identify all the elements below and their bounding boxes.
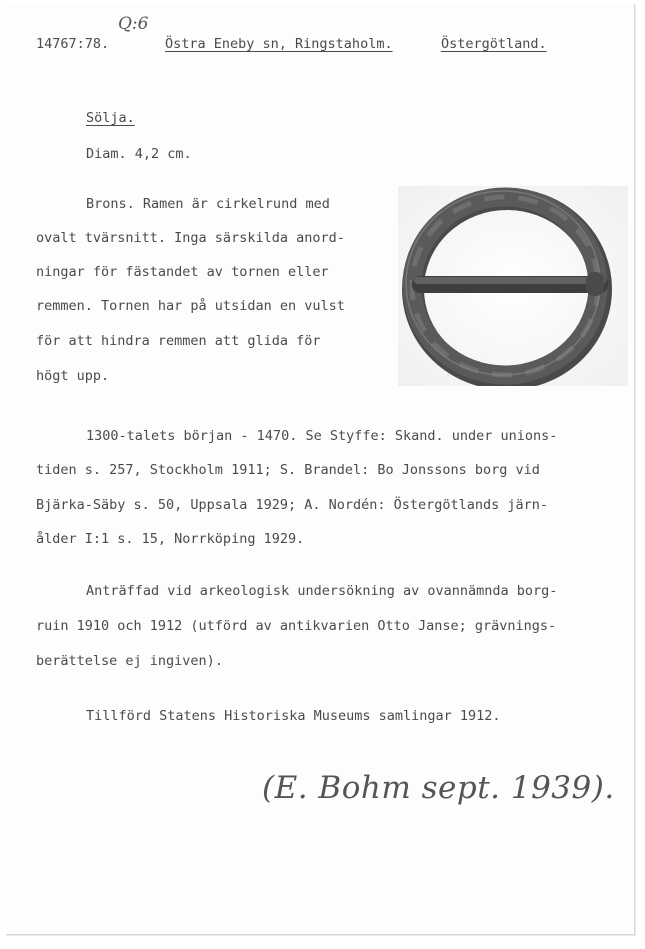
province: Östergötland. xyxy=(441,36,547,52)
dating-line: tiden s. 257, Stockholm 1911; S. Brandel: Bo Jonssons borg vid xyxy=(36,462,540,478)
dating-line: 1300-talets början - 1470. Se Styffe: Skand. under unions- xyxy=(86,428,558,444)
acquisition-line: Tillförd Statens Historiska Museums samlingar 1912. xyxy=(86,708,501,724)
find-line: Anträffad vid arkeologisk undersökning av ovannämnda borg- xyxy=(86,583,558,599)
find-line: ruin 1910 och 1912 (utförd av antikvarien Otto Janse; grävnings- xyxy=(36,618,557,634)
description-line: ovalt tvärsnitt. Inga särskilda anord- xyxy=(36,230,345,246)
description-line: för att hindra remmen att glida för xyxy=(36,333,321,349)
dating-line: Bjärka-Säby s. 50, Uppsala 1929; A. Nordén: Östergötlands järn- xyxy=(36,497,549,513)
buckle-photo xyxy=(398,186,628,386)
location: Östra Eneby sn, Ringstaholm. xyxy=(165,36,393,52)
buckle-image xyxy=(398,186,628,386)
description-line: ningar för fästandet av tornen eller xyxy=(36,264,329,280)
signature: (E. Bohm sept. 1939). xyxy=(262,770,615,806)
handwritten-code: Q:6 xyxy=(118,14,149,34)
description-line: högt upp. xyxy=(36,368,110,384)
object-name: Sölja. xyxy=(86,110,135,126)
find-line: berättelse ej ingiven). xyxy=(36,653,223,669)
description-line: remmen. Tornen har på utsidan en vulst xyxy=(36,298,345,314)
dating-line: ålder I:1 s. 15, Norrköping 1929. xyxy=(36,531,305,547)
description-line: Brons. Ramen är cirkelrund med xyxy=(86,196,330,212)
catalog-number: 14767:78. xyxy=(36,36,110,52)
dimension: Diam. 4,2 cm. xyxy=(86,146,192,162)
